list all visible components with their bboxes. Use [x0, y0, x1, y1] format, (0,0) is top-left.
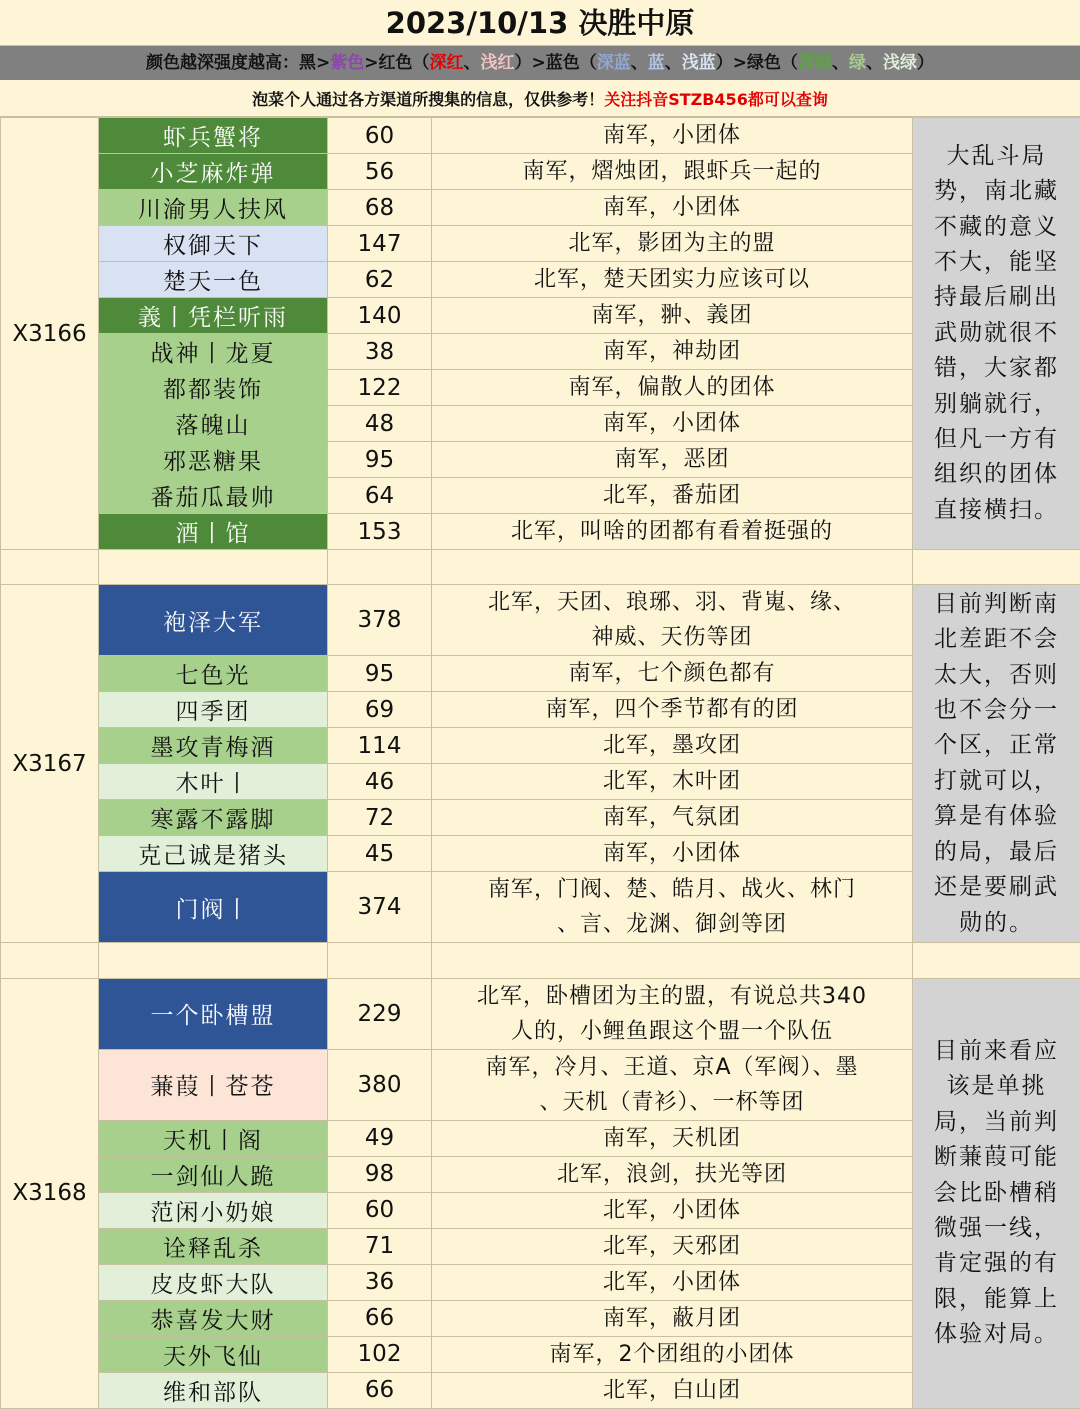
description-line: 南军，神劫团 — [432, 334, 912, 369]
member-count: 68 — [328, 190, 432, 226]
legend-light-blue: 浅蓝 — [682, 53, 716, 73]
analysis-line: 微强一线， — [921, 1211, 1072, 1246]
color-legend — [0, 46, 1080, 80]
alliance-description — [432, 118, 913, 154]
alliance-name: 蒹葭丨苍苍 — [99, 1049, 328, 1120]
member-count: 69 — [328, 692, 432, 728]
alliance-description — [432, 764, 913, 800]
alliance-name: 番茄瓜最帅 — [99, 478, 328, 514]
description-line: 北军，浪剑，扶光等团 — [432, 1157, 912, 1192]
alliance-description — [432, 514, 913, 550]
description-line: 、天机（青衫）、一杯等团 — [432, 1085, 912, 1120]
member-count: 56 — [328, 154, 432, 190]
spacer-cell — [99, 550, 328, 585]
legend-red-open: >红色（ — [364, 53, 429, 73]
alliance-name: 七色光 — [99, 656, 328, 692]
spacer-row — [1, 550, 1080, 585]
description-line: 南军，小团体 — [432, 118, 912, 153]
alliance-description — [432, 692, 913, 728]
description-line: 南军，蔽月团 — [432, 1301, 912, 1336]
description-line: 北军，楚天团实力应该可以 — [432, 262, 912, 297]
member-count: 38 — [328, 334, 432, 370]
legend-sep: 、 — [631, 53, 648, 73]
alliance-description — [432, 406, 913, 442]
server-analysis — [913, 978, 1080, 1408]
description-line: 、言、龙渊、御剑等团 — [432, 907, 912, 942]
alliance-table — [0, 117, 1080, 1409]
member-count: 60 — [328, 1192, 432, 1228]
member-count: 153 — [328, 514, 432, 550]
alliance-name: 酒丨馆 — [99, 514, 328, 550]
member-count: 122 — [328, 370, 432, 406]
alliance-name: 川渝男人扶风 — [99, 190, 328, 226]
notice-text: 泡菜个人通过各方渠道所搜集的信息，仅供参考！ — [252, 90, 604, 109]
alliance-name: 義丨凭栏听雨 — [99, 298, 328, 334]
alliance-description — [432, 1049, 913, 1120]
description-line: 北军，番茄团 — [432, 478, 912, 513]
spacer-cell — [1, 943, 99, 978]
alliance-description — [432, 298, 913, 334]
description-line: 南军，小团体 — [432, 190, 912, 225]
alliance-name: 范闲小奶娘 — [99, 1192, 328, 1228]
spacer-cell — [328, 943, 432, 978]
analysis-line: 别躺就行， — [921, 387, 1072, 422]
description-line: 南军，熠烛团，跟虾兵一起的 — [432, 154, 912, 189]
alliance-name: 门阀丨 — [99, 872, 328, 943]
alliance-description — [432, 978, 913, 1049]
alliance-name: 权御天下 — [99, 226, 328, 262]
description-line: 神威、天伤等团 — [432, 620, 912, 655]
member-count: 46 — [328, 764, 432, 800]
legend-close: ） — [917, 53, 934, 73]
analysis-line: 打就可以， — [921, 764, 1072, 799]
spacer-cell — [99, 943, 328, 978]
alliance-description — [432, 656, 913, 692]
description-line: 北军，天邪团 — [432, 1229, 912, 1264]
alliance-description — [432, 190, 913, 226]
member-count: 72 — [328, 800, 432, 836]
description-line: 南军，七个颜色都有 — [432, 656, 912, 691]
alliance-name: 战神丨龙夏 — [99, 334, 328, 370]
alliance-name: 小芝麻炸弹 — [99, 154, 328, 190]
alliance-name: 邪恶糖果 — [99, 442, 328, 478]
alliance-description — [432, 226, 913, 262]
description-line: 南军，四个季节都有的团 — [432, 692, 912, 727]
analysis-line: 也不会分一 — [921, 693, 1072, 728]
description-line: 北军，叫啥的团都有看着挺强的 — [432, 514, 912, 549]
spacer-cell — [913, 550, 1080, 585]
analysis-line: 错，大家都 — [921, 351, 1072, 386]
legend-light-red: 浅红 — [481, 53, 515, 73]
analysis-line: 但凡一方有 — [921, 422, 1072, 457]
spacer-row — [1, 943, 1080, 978]
analysis-line: 势，南北藏 — [921, 174, 1072, 209]
description-line: 南军，小团体 — [432, 406, 912, 441]
notice-highlight: 关注抖音STZB456都可以查询 — [604, 90, 828, 109]
alliance-name: 恭喜发大财 — [99, 1300, 328, 1336]
alliance-name: 木叶丨 — [99, 764, 328, 800]
member-count: 45 — [328, 836, 432, 872]
alliance-description — [432, 1372, 913, 1408]
alliance-description — [432, 1300, 913, 1336]
description-line: 北军，天团、琅琊、羽、背嵬、缘、 — [432, 585, 912, 620]
analysis-line: 持最后刷出 — [921, 280, 1072, 315]
member-count: 36 — [328, 1264, 432, 1300]
legend-sep: 、 — [665, 53, 682, 73]
legend-sep: 、 — [464, 53, 481, 73]
member-count: 60 — [328, 118, 432, 154]
alliance-name: 皮皮虾大队 — [99, 1264, 328, 1300]
alliance-name: 诠释乱杀 — [99, 1228, 328, 1264]
description-line: 南军，冷月、王道、京A（军阀）、墨 — [432, 1050, 912, 1085]
member-count: 98 — [328, 1156, 432, 1192]
alliance-name: 寒露不露脚 — [99, 800, 328, 836]
alliance-name: 一剑仙人跪 — [99, 1156, 328, 1192]
description-line: 南军，2个团组的小团体 — [432, 1337, 912, 1372]
legend-intro: 颜色越深强度越高：黑> — [146, 53, 330, 73]
alliance-description — [432, 370, 913, 406]
alliance-description — [432, 154, 913, 190]
analysis-line: 直接横扫。 — [921, 493, 1072, 528]
source-notice — [0, 81, 1080, 117]
member-count: 48 — [328, 406, 432, 442]
member-count: 380 — [328, 1049, 432, 1120]
member-count: 102 — [328, 1336, 432, 1372]
alliance-name: 墨攻青梅酒 — [99, 728, 328, 764]
analysis-line: 组织的团体 — [921, 457, 1072, 492]
alliance-name: 都都装饰 — [99, 370, 328, 406]
description-line: 北军，墨攻团 — [432, 728, 912, 763]
alliance-description — [432, 872, 913, 943]
alliance-name: 一个卧槽盟 — [99, 978, 328, 1049]
alliance-description — [432, 1120, 913, 1156]
alliance-description — [432, 800, 913, 836]
description-line: 北军，木叶团 — [432, 764, 912, 799]
description-line: 北军，白山团 — [432, 1373, 912, 1408]
description-line: 南军，偏散人的团体 — [432, 370, 912, 405]
description-line: 南军，气氛团 — [432, 800, 912, 835]
server-analysis — [913, 118, 1080, 550]
member-count: 378 — [328, 585, 432, 656]
table-row — [1, 585, 1080, 656]
analysis-line: 的局，最后 — [921, 835, 1072, 870]
member-count: 62 — [328, 262, 432, 298]
member-count: 49 — [328, 1120, 432, 1156]
spacer-cell — [328, 550, 432, 585]
legend-sep: 、 — [832, 53, 849, 73]
member-count: 71 — [328, 1228, 432, 1264]
table-row — [1, 978, 1080, 1049]
legend-blue: 蓝 — [648, 53, 665, 73]
analysis-line: 大乱斗局 — [921, 139, 1072, 174]
description-line: 北军，卧槽团为主的盟，有说总共340 — [432, 979, 912, 1014]
legend-light-green: 浅绿 — [883, 53, 917, 73]
alliance-description — [432, 1156, 913, 1192]
alliance-name: 维和部队 — [99, 1372, 328, 1408]
table-row — [1, 118, 1080, 154]
alliance-name: 虾兵蟹将 — [99, 118, 328, 154]
analysis-line: 还是要刷武 — [921, 870, 1072, 905]
analysis-line: 该是单挑 — [921, 1069, 1072, 1104]
analysis-line: 体验对局。 — [921, 1317, 1072, 1352]
description-line: 南军，恶团 — [432, 442, 912, 477]
legend-deep-green: 深绿 — [798, 53, 832, 73]
legend-green-open: ）>绿色（ — [716, 53, 798, 73]
alliance-name: 天机丨阁 — [99, 1120, 328, 1156]
alliance-description — [432, 728, 913, 764]
server-id: X3167 — [1, 585, 99, 943]
member-count: 147 — [328, 226, 432, 262]
spacer-cell — [913, 943, 1080, 978]
legend-blue-open: ）>蓝色（ — [515, 53, 597, 73]
analysis-line: 目前判断南 — [921, 587, 1072, 622]
legend-sep: 、 — [866, 53, 883, 73]
member-count: 95 — [328, 656, 432, 692]
member-count: 64 — [328, 478, 432, 514]
description-line: 北军，小团体 — [432, 1265, 912, 1300]
member-count: 140 — [328, 298, 432, 334]
alliance-description — [432, 262, 913, 298]
member-count: 114 — [328, 728, 432, 764]
analysis-line: 不大，能坚 — [921, 245, 1072, 280]
analysis-line: 算是有体验 — [921, 799, 1072, 834]
analysis-line: 北差距不会 — [921, 622, 1072, 657]
alliance-description — [432, 442, 913, 478]
description-line: 南军，天机团 — [432, 1121, 912, 1156]
description-line: 北军，小团体 — [432, 1193, 912, 1228]
legend-green: 绿 — [849, 53, 866, 73]
spacer-cell — [1, 550, 99, 585]
legend-deep-blue: 深蓝 — [597, 53, 631, 73]
server-id: X3166 — [1, 118, 99, 550]
member-count: 229 — [328, 978, 432, 1049]
alliance-name: 四季团 — [99, 692, 328, 728]
description-line: 人的，小鲤鱼跟这个盟一个队伍 — [432, 1014, 912, 1049]
analysis-line: 肯定强的有 — [921, 1246, 1072, 1281]
page-title: 2023/10/13 决胜中原 — [0, 0, 1080, 46]
alliance-description — [432, 836, 913, 872]
analysis-line: 武勋就很不 — [921, 316, 1072, 351]
analysis-line: 个区，正常 — [921, 728, 1072, 763]
alliance-description — [432, 585, 913, 656]
server-analysis — [913, 585, 1080, 943]
alliance-description — [432, 478, 913, 514]
member-count: 374 — [328, 872, 432, 943]
analysis-line: 断蒹葭可能 — [921, 1140, 1072, 1175]
analysis-line: 限，能算上 — [921, 1282, 1072, 1317]
alliance-name: 袍泽大军 — [99, 585, 328, 656]
member-count: 66 — [328, 1300, 432, 1336]
alliance-description — [432, 334, 913, 370]
legend-deep-red: 深红 — [430, 53, 464, 73]
description-line: 北军，影团为主的盟 — [432, 226, 912, 261]
legend-purple: 紫色 — [330, 53, 364, 73]
alliance-description — [432, 1228, 913, 1264]
member-count: 66 — [328, 1372, 432, 1408]
alliance-description — [432, 1192, 913, 1228]
alliance-name: 落魄山 — [99, 406, 328, 442]
server-id: X3168 — [1, 978, 99, 1408]
analysis-line: 局，当前判 — [921, 1105, 1072, 1140]
alliance-name: 克己诚是猪头 — [99, 836, 328, 872]
analysis-line: 太大，否则 — [921, 658, 1072, 693]
analysis-line: 目前来看应 — [921, 1034, 1072, 1069]
description-line: 南军，翀、義团 — [432, 298, 912, 333]
analysis-line: 不藏的意义 — [921, 210, 1072, 245]
alliance-name: 楚天一色 — [99, 262, 328, 298]
description-line: 南军，门阀、楚、皓月、战火、林门 — [432, 872, 912, 907]
spacer-cell — [432, 943, 913, 978]
analysis-line: 勋的。 — [921, 906, 1072, 941]
alliance-name: 天外飞仙 — [99, 1336, 328, 1372]
description-line: 南军，小团体 — [432, 836, 912, 871]
alliance-description — [432, 1264, 913, 1300]
alliance-description — [432, 1336, 913, 1372]
analysis-line: 会比卧槽稍 — [921, 1176, 1072, 1211]
spacer-cell — [432, 550, 913, 585]
member-count: 95 — [328, 442, 432, 478]
